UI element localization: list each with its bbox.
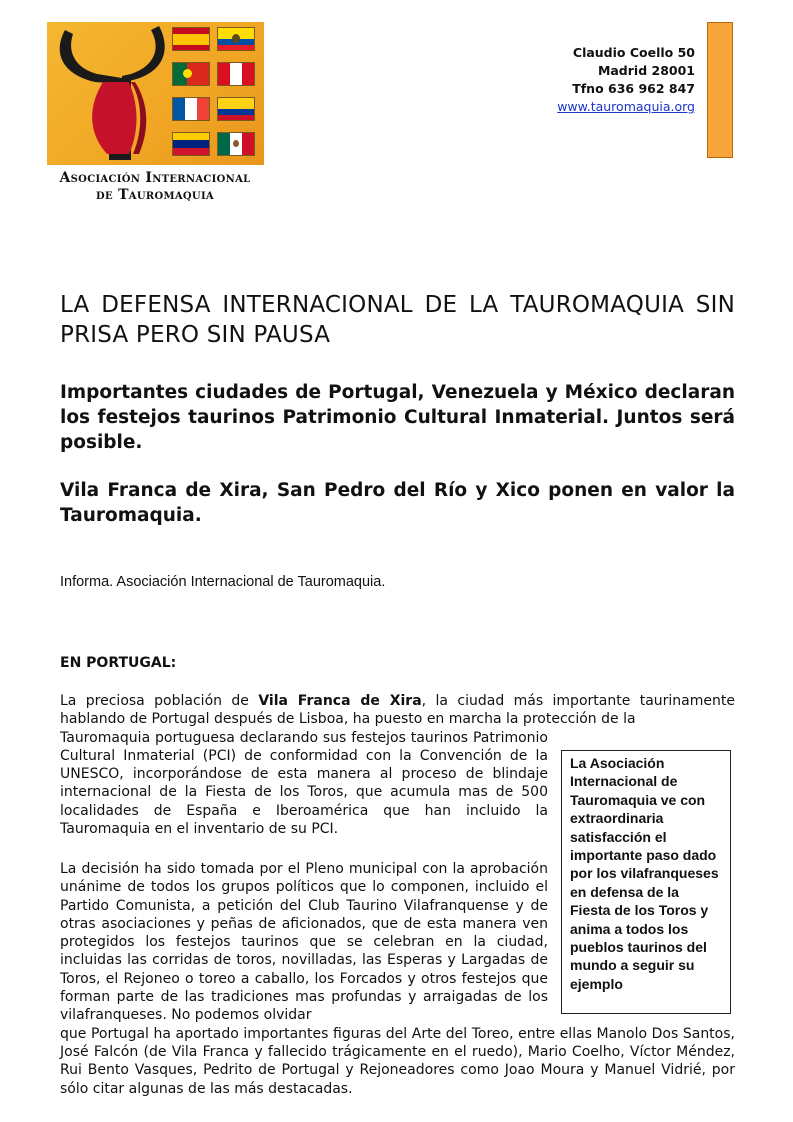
- paragraph-1-lead: La preciosa población de: [60, 693, 259, 709]
- organization-name-line1: Asociación Internacional: [59, 170, 251, 186]
- peru-flag-icon: [217, 62, 255, 86]
- france-flag-icon: [172, 97, 210, 121]
- paragraph-2-narrow: La decisión ha sido tomada por el Pleno municipal con la aprobación unánime de todos los grupos políticos que lo componen, incluido el Partido Comunista, a petición del Club Taurino Vilafranquense y de otras asociaciones y peñas de aficionados, que de esta manera ven protegidos los festejos taurinos que se celebran en la ciudad, incluidas las corridas de toros, novilladas, las Esperas y Largadas de Toros, el Rejoneo o toreo a caballo, los Forcados y otros festejos que forman parte de las tradiciones mas profundas y arraigadas de los vilafranqueses. No podemos olvidar: [60, 861, 548, 1024]
- subtitle-2: Vila Franca de Xira, San Pedro del Río y Xico ponen en valor la Tauromaquia.: [60, 480, 735, 526]
- section-heading: EN PORTUGAL:: [60, 655, 177, 671]
- paragraph-1-full: [60, 692, 735, 729]
- address-block: [557, 44, 695, 116]
- page-title: LA DEFENSA INTERNACIONAL DE LA TAUROMAQUIA SIN PRISA PERO SIN PAUSA: [60, 292, 735, 348]
- city-name: Vila Franca de Xira: [258, 693, 422, 709]
- organization-name-line2: de Tauromaquia: [96, 187, 214, 203]
- informa-line: Informa. Asociación Internacional de Tauromaquia.: [60, 574, 386, 590]
- subtitle-1: Importantes ciudades de Portugal, Venezuela y México declaran los festejos taurinos Patrimonio Cultural Inmaterial. Juntos será posible.: [60, 382, 735, 453]
- website-link[interactable]: www.tauromaquia.org: [557, 99, 695, 114]
- logo: [47, 22, 264, 165]
- ecuador-flag-icon: [217, 27, 255, 51]
- address-phone: Tfno 636 962 847: [572, 81, 695, 96]
- paragraph-1-rest: , la ciudad más importante taurinamente hablando de Portugal después de Lisboa, ha puesto en marcha la protección de la: [60, 693, 735, 728]
- venezuela-flag-icon: [172, 132, 210, 156]
- paragraph-1-narrow: Tauromaquia portuguesa declarando sus festejos taurinos Patrimonio Cultural Inmaterial (PCI) de conformidad con la Convención de la UNESCO, incorporándose de esta manera al proceso de blindaje internacional de la Fiesta de los Toros, que acumula mas de 500 localidades de España e Iberoamérica que han incluido la Tauromaquia en el inventario de su PCI.: [60, 729, 548, 838]
- paragraph-2-full: que Portugal ha aportado importantes figuras del Arte del Toreo, entre ellas Manolo Dos Santos, José Falcón (de Vila Franca y fallecido trágicamente en el ruedo), Mario Coelho, Víctor Méndez, Rui Bento Vasques, Pedrito de Portugal y Rejoneadores como Joao Moura y Manuel Vidrié, por sólo citar algunas de las más destacadas.: [60, 1025, 735, 1097]
- colombia-flag-icon: [217, 97, 255, 121]
- accent-bar: [707, 22, 733, 158]
- callout-box: La Asociación Internacional de Tauromaquia ve con extraordinaria satisfacción el importante paso dado por los vilafranqueses en defensa de la Fiesta de los Toros y anima a todos los pueblos taurinos del mundo a seguir su ejemplo: [561, 750, 731, 1014]
- mexico-flag-icon: [217, 132, 255, 156]
- portugal-flag-icon: [172, 62, 210, 86]
- address-street: Claudio Coello 50: [572, 45, 695, 60]
- organization-name: [30, 170, 280, 204]
- spain-flag-icon: [172, 27, 210, 51]
- address-city: Madrid 28001: [597, 63, 695, 78]
